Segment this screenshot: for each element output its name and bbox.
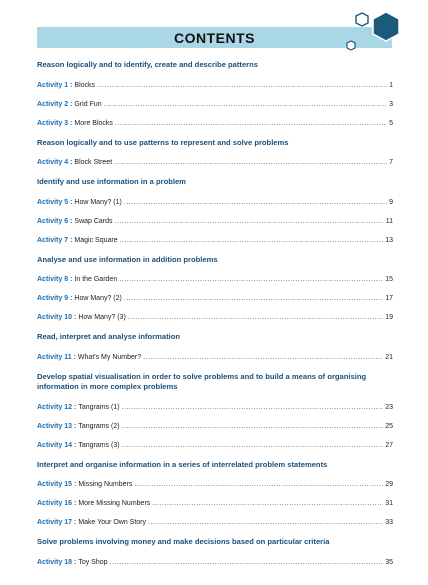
activity-separator: : xyxy=(72,500,77,507)
dot-leader xyxy=(122,436,384,455)
page-number: 21 xyxy=(385,353,393,361)
small-hexagon-icon xyxy=(356,13,368,26)
toc-entry[interactable] xyxy=(37,153,393,172)
page-number: 11 xyxy=(385,217,393,225)
toc-entry[interactable] xyxy=(37,494,393,513)
activity-label: Activity 5 xyxy=(37,198,69,206)
page-number: 23 xyxy=(385,403,393,411)
activity-label: Activity 6 xyxy=(37,217,69,225)
activity-title: How Many? (3) xyxy=(78,314,126,321)
page-number: 17 xyxy=(385,295,393,302)
activity-label: Activity 2 xyxy=(37,100,69,108)
table-of-contents xyxy=(37,56,393,572)
activity-title: Grid Fun xyxy=(74,100,102,108)
dot-leader xyxy=(152,494,383,513)
toc-entry[interactable] xyxy=(37,193,393,212)
activity-separator: : xyxy=(72,422,77,430)
activity-label: Activity 17 xyxy=(37,519,73,526)
activity-title: How Many? (1) xyxy=(74,198,122,206)
activity-separator: : xyxy=(72,519,77,526)
activity-separator: : xyxy=(68,159,73,166)
activity-title: More Missing Numbers xyxy=(78,500,151,507)
tiny-hexagon-icon xyxy=(347,41,355,50)
toc-entry[interactable] xyxy=(37,212,393,231)
activity-separator: : xyxy=(68,100,73,108)
section-heading: Interpret and organise information in a series of interrelated problem statements xyxy=(37,459,328,469)
activity-title: Tangrams (2) xyxy=(78,422,120,430)
toc-entry[interactable] xyxy=(37,513,393,532)
activity-label: Activity 10 xyxy=(37,314,73,321)
activity-label: Activity 3 xyxy=(37,119,69,127)
page-number: 25 xyxy=(385,422,393,430)
section-heading: Solve problems involving money and make decisions based on particular criteria xyxy=(37,537,330,546)
activity-title: Tangrams (1) xyxy=(78,403,120,411)
toc-section xyxy=(37,372,393,455)
section-heading: Reason logically and to identify, create and describe patterns xyxy=(37,60,258,69)
activity-label: Activity 13 xyxy=(37,422,73,430)
toc-section xyxy=(37,255,393,328)
dot-leader xyxy=(114,153,387,172)
activity-label: Activity 1 xyxy=(37,81,69,89)
activity-label: Activity 16 xyxy=(37,500,73,507)
dot-leader xyxy=(122,417,384,436)
page-number: 9 xyxy=(389,198,393,206)
toc-entry[interactable] xyxy=(37,348,393,367)
dot-leader xyxy=(104,95,387,114)
activity-separator: : xyxy=(68,81,73,89)
page-number: 31 xyxy=(385,500,393,507)
activity-separator: : xyxy=(68,198,73,206)
section-heading: Reason logically and to use patterns to represent and solve problems xyxy=(37,137,289,147)
toc-entry[interactable] xyxy=(37,417,393,436)
page-number: 13 xyxy=(385,236,393,244)
toc-entry[interactable] xyxy=(37,95,393,114)
activity-title: More Blocks xyxy=(74,119,113,127)
hexagon-logo-icon xyxy=(342,12,404,54)
activity-title: Missing Numbers xyxy=(78,481,133,488)
activity-separator: : xyxy=(72,314,77,321)
activity-label: Activity 11 xyxy=(37,353,72,361)
page-number: 27 xyxy=(385,441,393,449)
section-heading: Read, interpret and analyse information xyxy=(37,332,181,341)
section-heading: Develop spatial visualisation in order to solve problems and to build a means of organising information in more complex problems xyxy=(37,371,367,391)
toc-entry[interactable] xyxy=(37,289,393,308)
toc-entry[interactable] xyxy=(37,398,393,417)
dot-leader xyxy=(124,289,383,308)
toc-entry[interactable] xyxy=(37,76,393,95)
dot-leader xyxy=(122,398,384,417)
activity-title: Toy Shop xyxy=(78,558,108,566)
section-heading: Analyse and use information in addition problems xyxy=(37,254,218,264)
dot-leader xyxy=(115,212,384,231)
page-number: 3 xyxy=(389,100,393,108)
activity-label: Activity 4 xyxy=(37,159,69,166)
activity-separator: : xyxy=(68,217,73,225)
activity-separator: : xyxy=(71,353,76,361)
toc-entry[interactable] xyxy=(37,475,393,494)
toc-section xyxy=(37,177,393,250)
activity-label: Activity 15 xyxy=(37,481,73,488)
toc-entry[interactable] xyxy=(37,114,393,133)
page-number: 1 xyxy=(389,81,393,89)
dot-leader xyxy=(115,114,387,133)
page-number: 33 xyxy=(385,519,393,526)
activity-title: Magic Square xyxy=(74,236,118,244)
activity-separator: : xyxy=(72,481,77,488)
dot-leader xyxy=(148,513,383,532)
activity-title: Blocks xyxy=(74,81,96,89)
toc-entry[interactable] xyxy=(37,436,393,455)
activity-title: What's My Number? xyxy=(77,353,142,361)
activity-separator: : xyxy=(68,119,73,127)
toc-entry[interactable] xyxy=(37,553,393,572)
toc-section xyxy=(37,537,393,572)
page-number: 29 xyxy=(385,481,393,488)
dot-leader xyxy=(119,270,383,289)
toc-section xyxy=(37,138,393,173)
activity-title: Make Your Own Story xyxy=(78,519,147,526)
activity-separator: : xyxy=(72,403,77,411)
activity-title: Block Street xyxy=(74,159,113,166)
contents-banner xyxy=(37,27,392,48)
page-title: CONTENTS xyxy=(174,29,255,46)
toc-section xyxy=(37,60,393,133)
dot-leader xyxy=(120,231,384,250)
dot-leader xyxy=(143,348,383,367)
page-number: 7 xyxy=(389,159,393,166)
page-number: 5 xyxy=(389,119,393,127)
dot-leader xyxy=(110,553,384,572)
activity-label: Activity 18 xyxy=(37,558,73,566)
dot-leader xyxy=(124,193,387,212)
page-number: 15 xyxy=(385,276,393,283)
activity-separator: : xyxy=(72,558,77,566)
activity-title: In the Garden xyxy=(74,276,118,283)
activity-label: Activity 8 xyxy=(37,276,69,283)
activity-separator: : xyxy=(68,295,73,302)
activity-title: Swap Cards xyxy=(74,217,113,225)
activity-label: Activity 9 xyxy=(37,295,69,302)
large-hexagon-icon xyxy=(373,12,399,41)
activity-separator: : xyxy=(68,236,73,244)
dot-leader xyxy=(128,308,383,327)
toc-entry[interactable] xyxy=(37,308,393,327)
activity-title: How Many? (2) xyxy=(74,295,122,302)
activity-label: Activity 14 xyxy=(37,441,73,449)
page-number: 35 xyxy=(385,558,393,566)
activity-separator: : xyxy=(72,441,77,449)
page-number: 19 xyxy=(385,314,393,321)
activity-label: Activity 7 xyxy=(37,236,69,244)
toc-section xyxy=(37,460,393,533)
dot-leader xyxy=(97,76,387,95)
toc-section xyxy=(37,332,393,367)
activity-separator: : xyxy=(68,276,73,283)
toc-entry[interactable] xyxy=(37,270,393,289)
toc-entry[interactable] xyxy=(37,231,393,250)
section-heading: Identify and use information in a problem xyxy=(37,177,186,186)
dot-leader xyxy=(134,475,383,494)
activity-title: Tangrams (3) xyxy=(78,441,120,449)
activity-label: Activity 12 xyxy=(37,403,73,411)
